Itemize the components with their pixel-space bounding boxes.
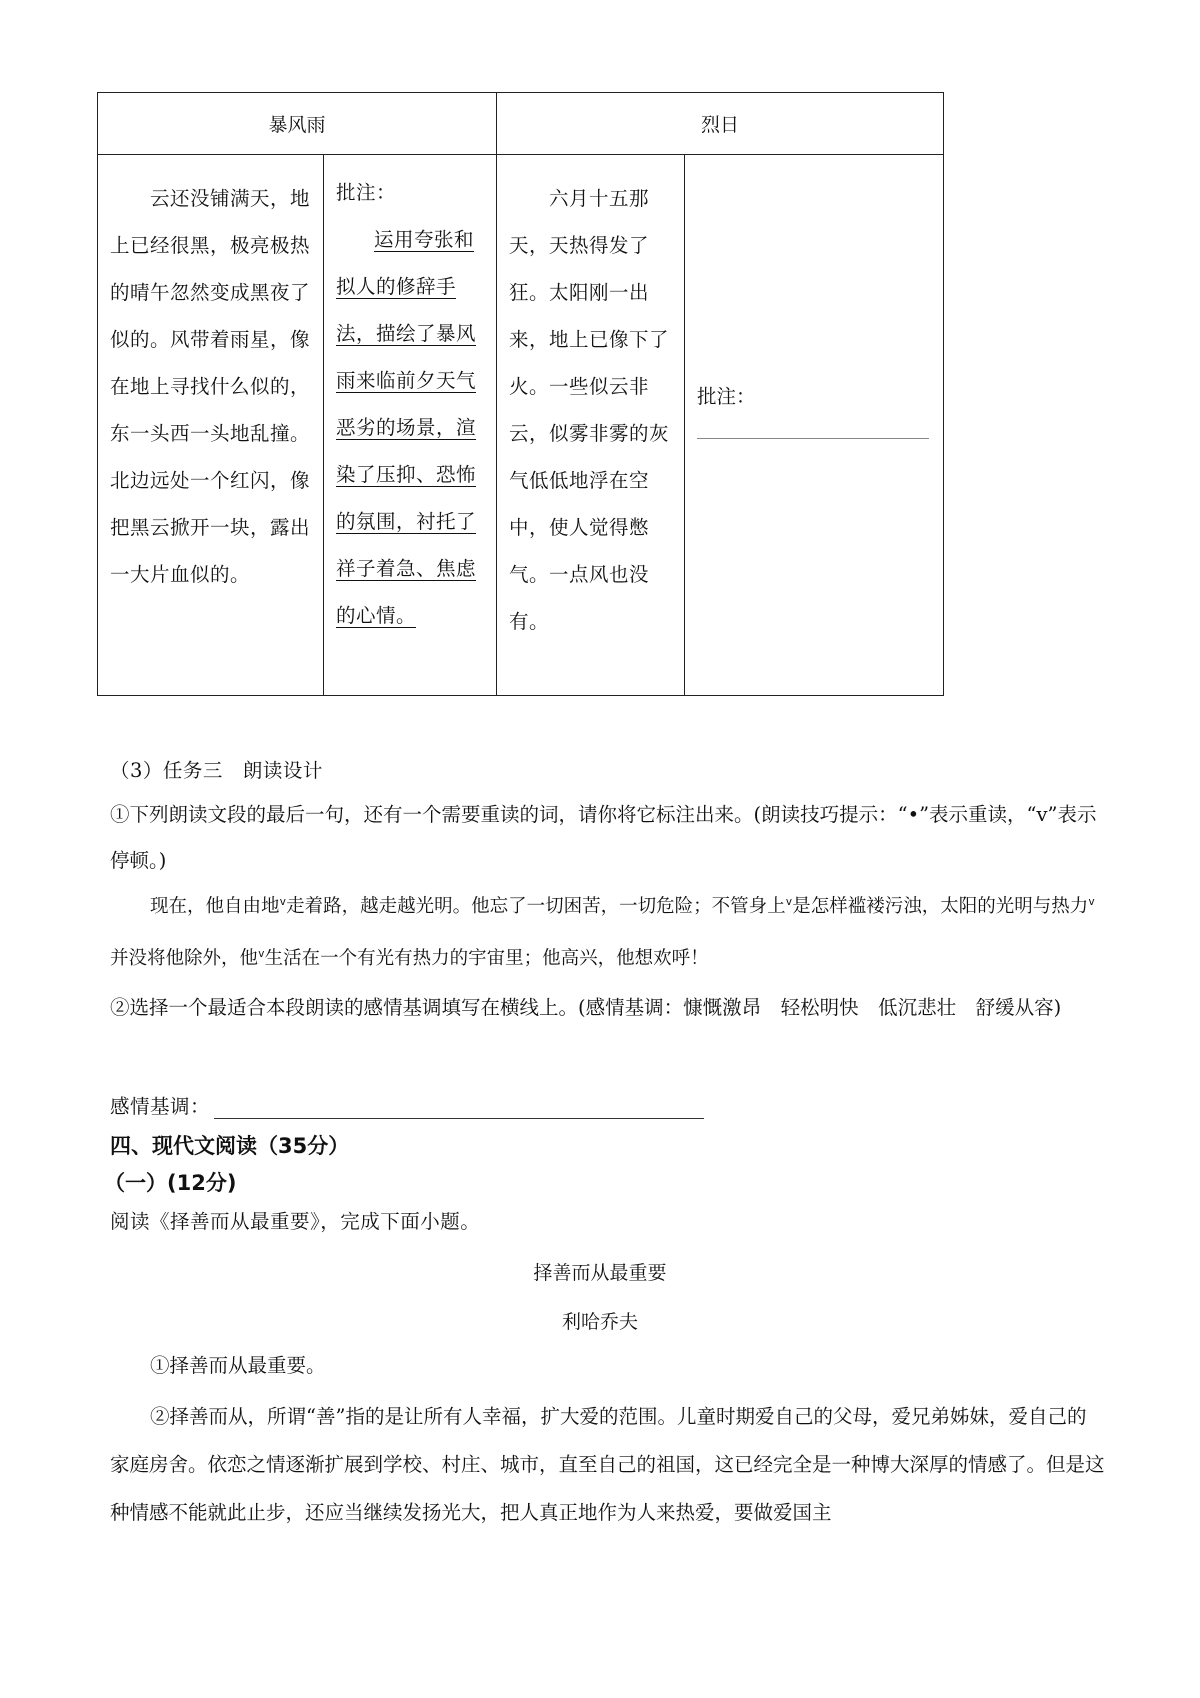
sun-note-blank[interactable] bbox=[697, 437, 929, 439]
storm-excerpt: 云还没铺满天，地上已经很黑，极亮极热的晴午忽然变成黑夜了似的。风带着雨星，像在地上寻找什么似的，东一头西一头地乱撞。北边远处一个红闪，像把黑云掀开一块，露出一大片血似的。 bbox=[110, 187, 311, 586]
storm-note-text: 运用夸张和拟人的修辞手法，描绘了暴风雨来临前夕天气恶劣的场景，渲染了压抑、恐怖的氛围，衬托了祥子着急、焦虑的心情。 bbox=[336, 228, 477, 627]
sun-excerpt-cell bbox=[497, 155, 685, 696]
storm-note-label: 批注： bbox=[336, 181, 397, 204]
emotion-answer-line[interactable] bbox=[214, 1100, 704, 1119]
sun-note-label: 批注： bbox=[697, 385, 756, 408]
emotion-answer bbox=[110, 1091, 1100, 1119]
emotion-label: 感情基调： bbox=[110, 1095, 211, 1118]
article-title: 择善而从最重要 bbox=[533, 1262, 667, 1284]
article-author: 利哈乔夫 bbox=[561, 1311, 638, 1333]
q1-prompt: ①下列朗读文段的最后一句，还有一个需要重读的词，请你将它标注出来。(朗读技巧提示：“•”表示重读，“v”表示停顿。) bbox=[110, 803, 1097, 872]
q2-prompt: ②选择一个最适合本段朗读的感情基调填写在横线上。(感情基调：慷慨激昂 轻松明快 低沉悲壮 舒缓从容) bbox=[110, 996, 1062, 1019]
article-para-2: ②择善而从，所谓“善”指的是让所有人幸福，扩大爱的范围。儿童时期爱自己的父母，爱兄弟姊妹，爱自己的家庭房舍。依恋之情逐渐扩展到学校、村庄、城市，直至自己的祖国，这已经完全是一种博大深厚的情感了。但是这种情感不能就此止步，还应当继续发扬光大，把人真正地作为人来热爱，要做爱国主 bbox=[110, 1405, 1105, 1524]
sun-note-cell bbox=[685, 155, 944, 696]
header-sun: 烈日 bbox=[497, 93, 944, 155]
section4-heading: 四、现代文阅读（35分） bbox=[110, 1134, 350, 1158]
storm-excerpt-cell bbox=[98, 155, 324, 696]
part1-instruction: 阅读《择善而从最重要》，完成下面小题。 bbox=[110, 1210, 481, 1233]
reading-passage: 现在，他自由地$^v$走着路，越走越光明。他忘了一切困苦，一切危险；不管身上$^v$是怎样褴褛污浊，太阳的光明与热力$^v$并没将他除外，他$^v$生活在一个有光有热力的宇宙里；他高兴，他想欢呼！ bbox=[110, 895, 1095, 970]
article-para-1: ①择善而从最重要。 bbox=[150, 1354, 326, 1377]
task3-title: （3）任务三 朗读设计 bbox=[110, 759, 323, 782]
part1-heading: （一）(12分) bbox=[104, 1171, 237, 1195]
header-storm: 暴风雨 bbox=[98, 93, 497, 155]
annotation-table bbox=[97, 92, 944, 696]
sun-excerpt: 六月十五那天，天热得发了狂。太阳刚一出来，地上已像下了火。一些似云非云，似雾非雾的灰气低低地浮在空中，使人觉得憋气。一点风也没有。 bbox=[509, 187, 670, 633]
storm-note-cell bbox=[324, 155, 497, 696]
